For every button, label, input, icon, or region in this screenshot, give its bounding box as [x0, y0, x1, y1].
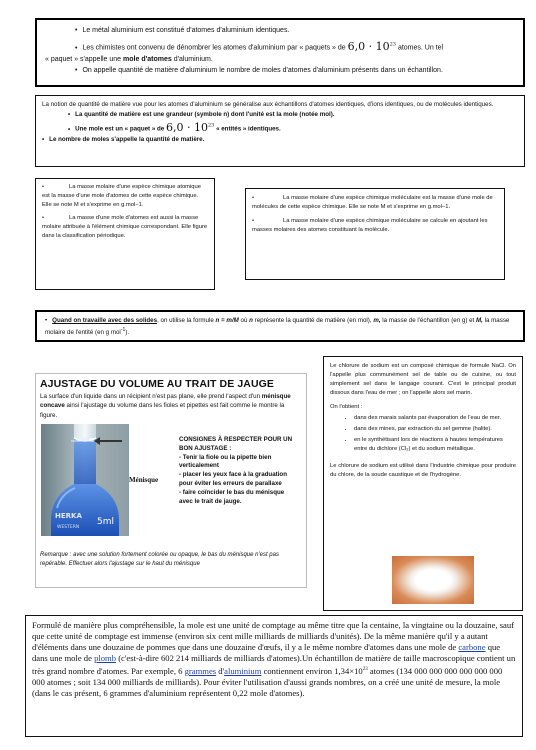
mole-explanation-box [25, 615, 523, 737]
consigne-3: - faire coïncider le bas du ménisque avec le trait de jauge. [179, 488, 285, 505]
unit-statement: • La quantité de matière est une grandeur (symbole n) dont l'unité est la mole (notée mol). [68, 110, 518, 120]
solid-formula-box [35, 310, 525, 342]
molecular-molar-mass-def: • La masse molaire d'une espèce chimique moléculaire est la masse d'une mole de molécules de cette espèce chimique. Elle se note M et s'exprime en g.mol−1. [252, 194, 498, 212]
salt-photo [392, 556, 474, 604]
jauge-section [35, 373, 307, 588]
salt-source-item: • en le synthétisant lors de réactions à hautes températures entre du dichlore (Cl₂) et du sodium métallique. [354, 436, 516, 454]
generalization-intro: La notion de quantité de matière vue pour les atomes d'aluminium se généralise aux échantillons d'atomes identiques, d'ions identiques, ou de molécules identiques. [42, 101, 494, 108]
salt-source-item: • dans des mines, par extraction du sel gemme (halite). [354, 425, 516, 434]
grammes-link[interactable]: grammes [184, 665, 217, 676]
sodium-chloride-box [323, 356, 523, 611]
mole-paquet-statement: • Une mole est un « paquet » de $6,0 \cdot 10^{23}$ « entités » identiques. [68, 121, 518, 134]
moles-count-statement: • Le nombre de moles s'appelle la quantité de matière. [42, 135, 518, 145]
aluminium-link[interactable]: aluminium [224, 665, 262, 676]
plomb-link[interactable]: plomb [94, 653, 117, 663]
salt-source-item: • dans des marais salants par évaporation de l'eau de mer. [354, 414, 516, 423]
molecular-molar-mass-box [245, 188, 505, 280]
flask-volume: 5ml [97, 517, 114, 527]
jauge-title: AJUSTAGE DU VOLUME AU TRAIT DE JAUGE [40, 378, 275, 390]
mole-explanation-text: Formulé de manière plus compréhensible, la mole est une unité de comptage au même titre que la centaine, la vingtaine ou la douzaine, sauf que cette unité de comptage est immense (environ six cent mille milliards de milliards d'unités). De la même manière qu'il y a autant d'éléments dans une douzaine de pommes que dans une douzaine d'œufs, il y a le même nombre d'atomes dans une mole de carbone que dans une mole de plomb (c'est-à-dire 602 214 milliards de milliards d'atomes).Un échantillon de matière de taille macroscopique contient un très grand nombre d'atomes. Par exemple, 6 grammes d'aluminium contiennent environ $1,34\times 10^{23}$ atomes (134 000 000 000 000 000 000 000 atomes ; soit 134 000 milliards de milliards). Pour éviter l'utilisation d'aussi grands nombres, on a créé une unité de mesure, la mole (dans le cas présent, 6 grammes d'aluminium représentent 0,22 mole d'atomes). [32, 620, 516, 698]
flask-brand: HERKA [55, 512, 82, 520]
jauge-remarque: Remarque : avec une solution fortement colorée ou opaque, le bas du ménisque n'est pas repérable. Effectuer alors l'ajustage sur le haut du ménisque [40, 552, 279, 568]
atomic-molar-mass-def: • La masse molaire d'une espèce chimique atomique est la masse d'une mole d'atomes de cette espèce chimique. Elle se note M et s'exprime en g.mol−1. [42, 183, 208, 210]
arrow-head-icon [94, 437, 100, 445]
mole-definition-box [35, 18, 525, 87]
solid-formula-text: • Quand on travaille avec des solides, on utilise la formule n = m/M où n représente la quantité de matière (en mol), m, la masse de l'échantillon (en g) et M, la masse molaire de l'entité (en g mol$^{-1}$). [45, 316, 515, 337]
avogadro-value: $6,0 \cdot 10^{23}$ [347, 39, 396, 53]
aluminium-statement: • Le métal aluminium est constitué d'atomes d'aluminium identiques. [75, 25, 515, 36]
flask-maker: WESTERN [57, 525, 80, 530]
consigne-1: - Tenir la fiole ou la pipette bien verticalement [179, 453, 272, 470]
jauge-intro: La surface d'un liquide dans un récipient n'est pas plane, elle prend l'aspect d'un ménisque concave ainsi l'ajustage du volume dans les fioles et pipettes est fait comme le montre la figure. [40, 393, 291, 419]
menisque-arrow [98, 440, 122, 442]
quantity-statement: • On appelle quantité de matière d'aluminium le nombre de moles d'atomes d'aluminium présents dans un échantillon. [75, 65, 515, 76]
carbone-link[interactable]: carbone [458, 642, 486, 652]
salt-usage: Le chlorure de sodium est utilisé dans l'industrie chimique pour produire du chlore, de la soude caustique et de l'hydrogène. [330, 463, 516, 478]
consigne-2: - placer les yeux face à la graduation pour éviter les erreurs de parallaxe [179, 471, 287, 487]
molecular-molar-mass-calc: • La masse molaire d'une espèce chimique moléculaire se calcule en ajoutant les masses molaires des atomes constituant la molécule. [252, 217, 498, 235]
element-molar-mass-def: • La masse d'une mole d'atomes est aussi la masse molaire attribuée à l'élément chimique correspondant. Elle figure dans la classification périodique. [42, 214, 208, 241]
paquet-statement: • Les chimistes ont convenu de dénombrer les atomes d'aluminium par « paquets » de $6,0 \cdot 10^{23}$ atomes. Un tel [75, 39, 515, 54]
atomic-molar-mass-box [35, 178, 215, 290]
salt-sources-list [330, 414, 516, 454]
consignes-block [179, 436, 299, 506]
menisque-label: Ménisque [129, 476, 159, 484]
paquet-statement-continued: « paquet » s'appelle une mole d'atomes d'aluminium. [45, 55, 213, 63]
consignes-title: CONSIGNES À RESPECTER POUR UN BON AJUSTAGE : [179, 436, 293, 452]
salt-intro: Le chlorure de sodium est un composé chimique de formule NaCl. On l'appelle plus communément sel de table ou de cuisine, ou tout simplement sel dans le langage courant. C'est le principal produit dissous dans l'eau de mer ; on l'appelle alors sel marin. [330, 363, 516, 396]
quantity-generalization-box [35, 95, 525, 167]
salt-obtient: On l'obtient : [330, 404, 363, 410]
